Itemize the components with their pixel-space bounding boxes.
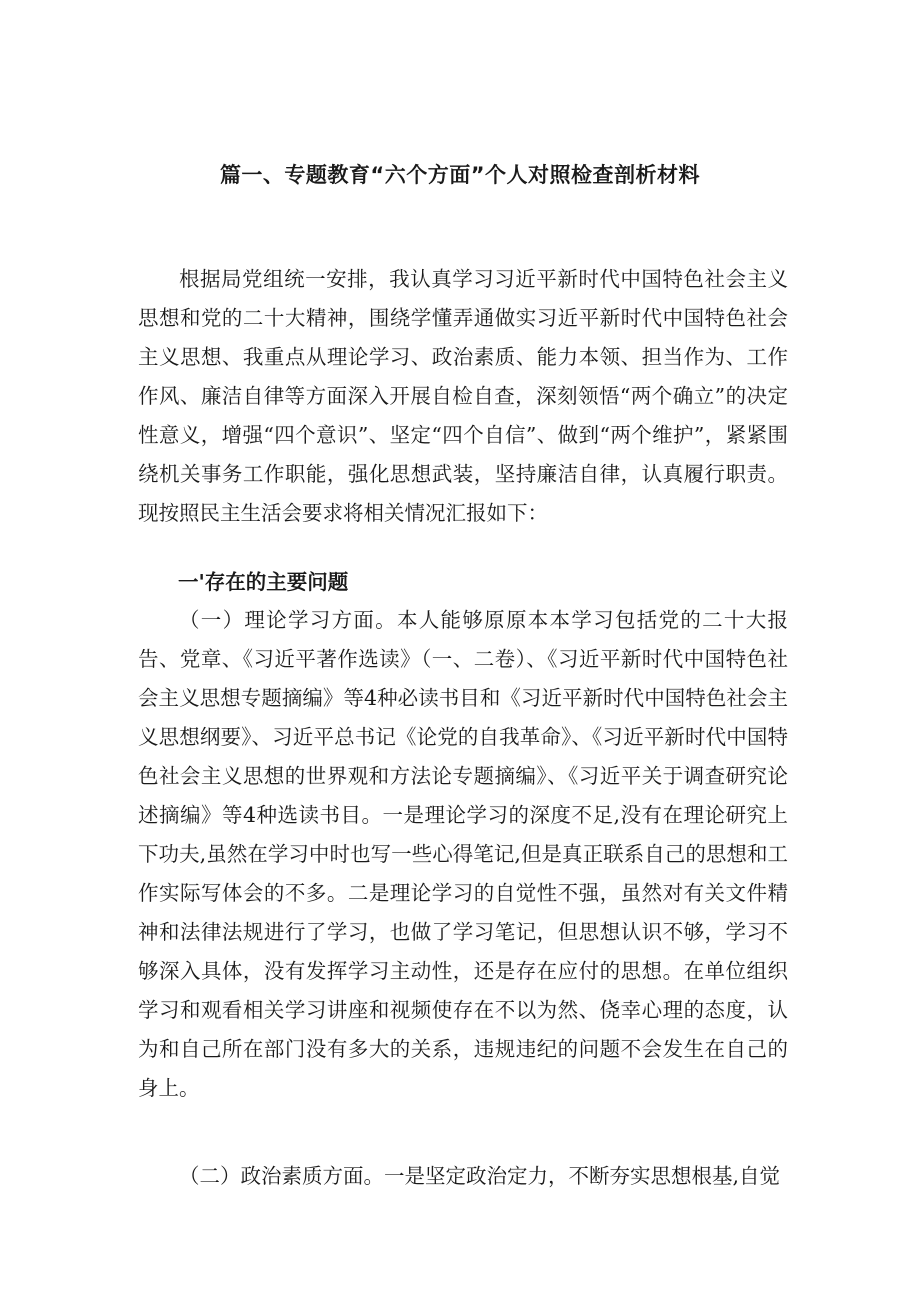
section-heading: 一'存在的主要问题 (178, 570, 349, 594)
document-title: 篇一、专题教育“六个方面”个人对照检查剖析材料 (219, 163, 701, 187)
intro-paragraph: 根据局党组统一安排，我认真学习习近平新时代中国特色社会主义思想和党的二十大精神，围绕学懂弄通做实习近平新时代中国特色社会主义思想、我重点从理论学习、政治素质、能力本领、担当作为、工作作风、廉洁自律等方面深入开展自检自查，深刻领悟“两个确立”的决定性意义，增强“四个意识”、坚定“四个自信”、做到“两个维护”，紧紧围绕机关事务工作职能，强化思想武装，坚持廉洁自律，认真履行职责。现按照民主生活会要求将相关情况汇报如下： (138, 267, 788, 525)
theory-study-paragraph: （一）理论学习方面。本人能够原原本本学习包括党的二十大报告、党章、《习近平著作选读》（一、二卷）、《习近平新时代中国特色社会主义思想专题摘编》等4种必读书目和《习近平新时代中国特色社会主义思想纲要》、习近平总书记《论党的自我革命》、《习近平新时代中国特色社会主义思想的世界观和方法论专题摘编》、《习近平关于调查研究论述摘编》等4种选读书目。一是理论学习的深度不足,没有在理论研究上下功夫,虽然在学习中时也写一些心得笔记,但是真正联系自己的思想和工作实际写体会的不多。二是理论学习的自觉性不强，虽然对有关文件精神和法律法规进行了学习，也做了学习笔记，但思想认识不够，学习不够深入具体，没有发挥学习主动性，还是存在应付的思想。在单位组织学习和观看相关学习讲座和视频使存在不以为然、侥幸心理的态度，认为和自己所在部门没有多大的关系，违规违纪的问题不会发生在自己的身上。 (138, 608, 788, 1100)
political-quality-paragraph: （二）政治素质方面。一是坚定政治定力，不断夯实思想根基,自觉 (179, 1164, 781, 1188)
